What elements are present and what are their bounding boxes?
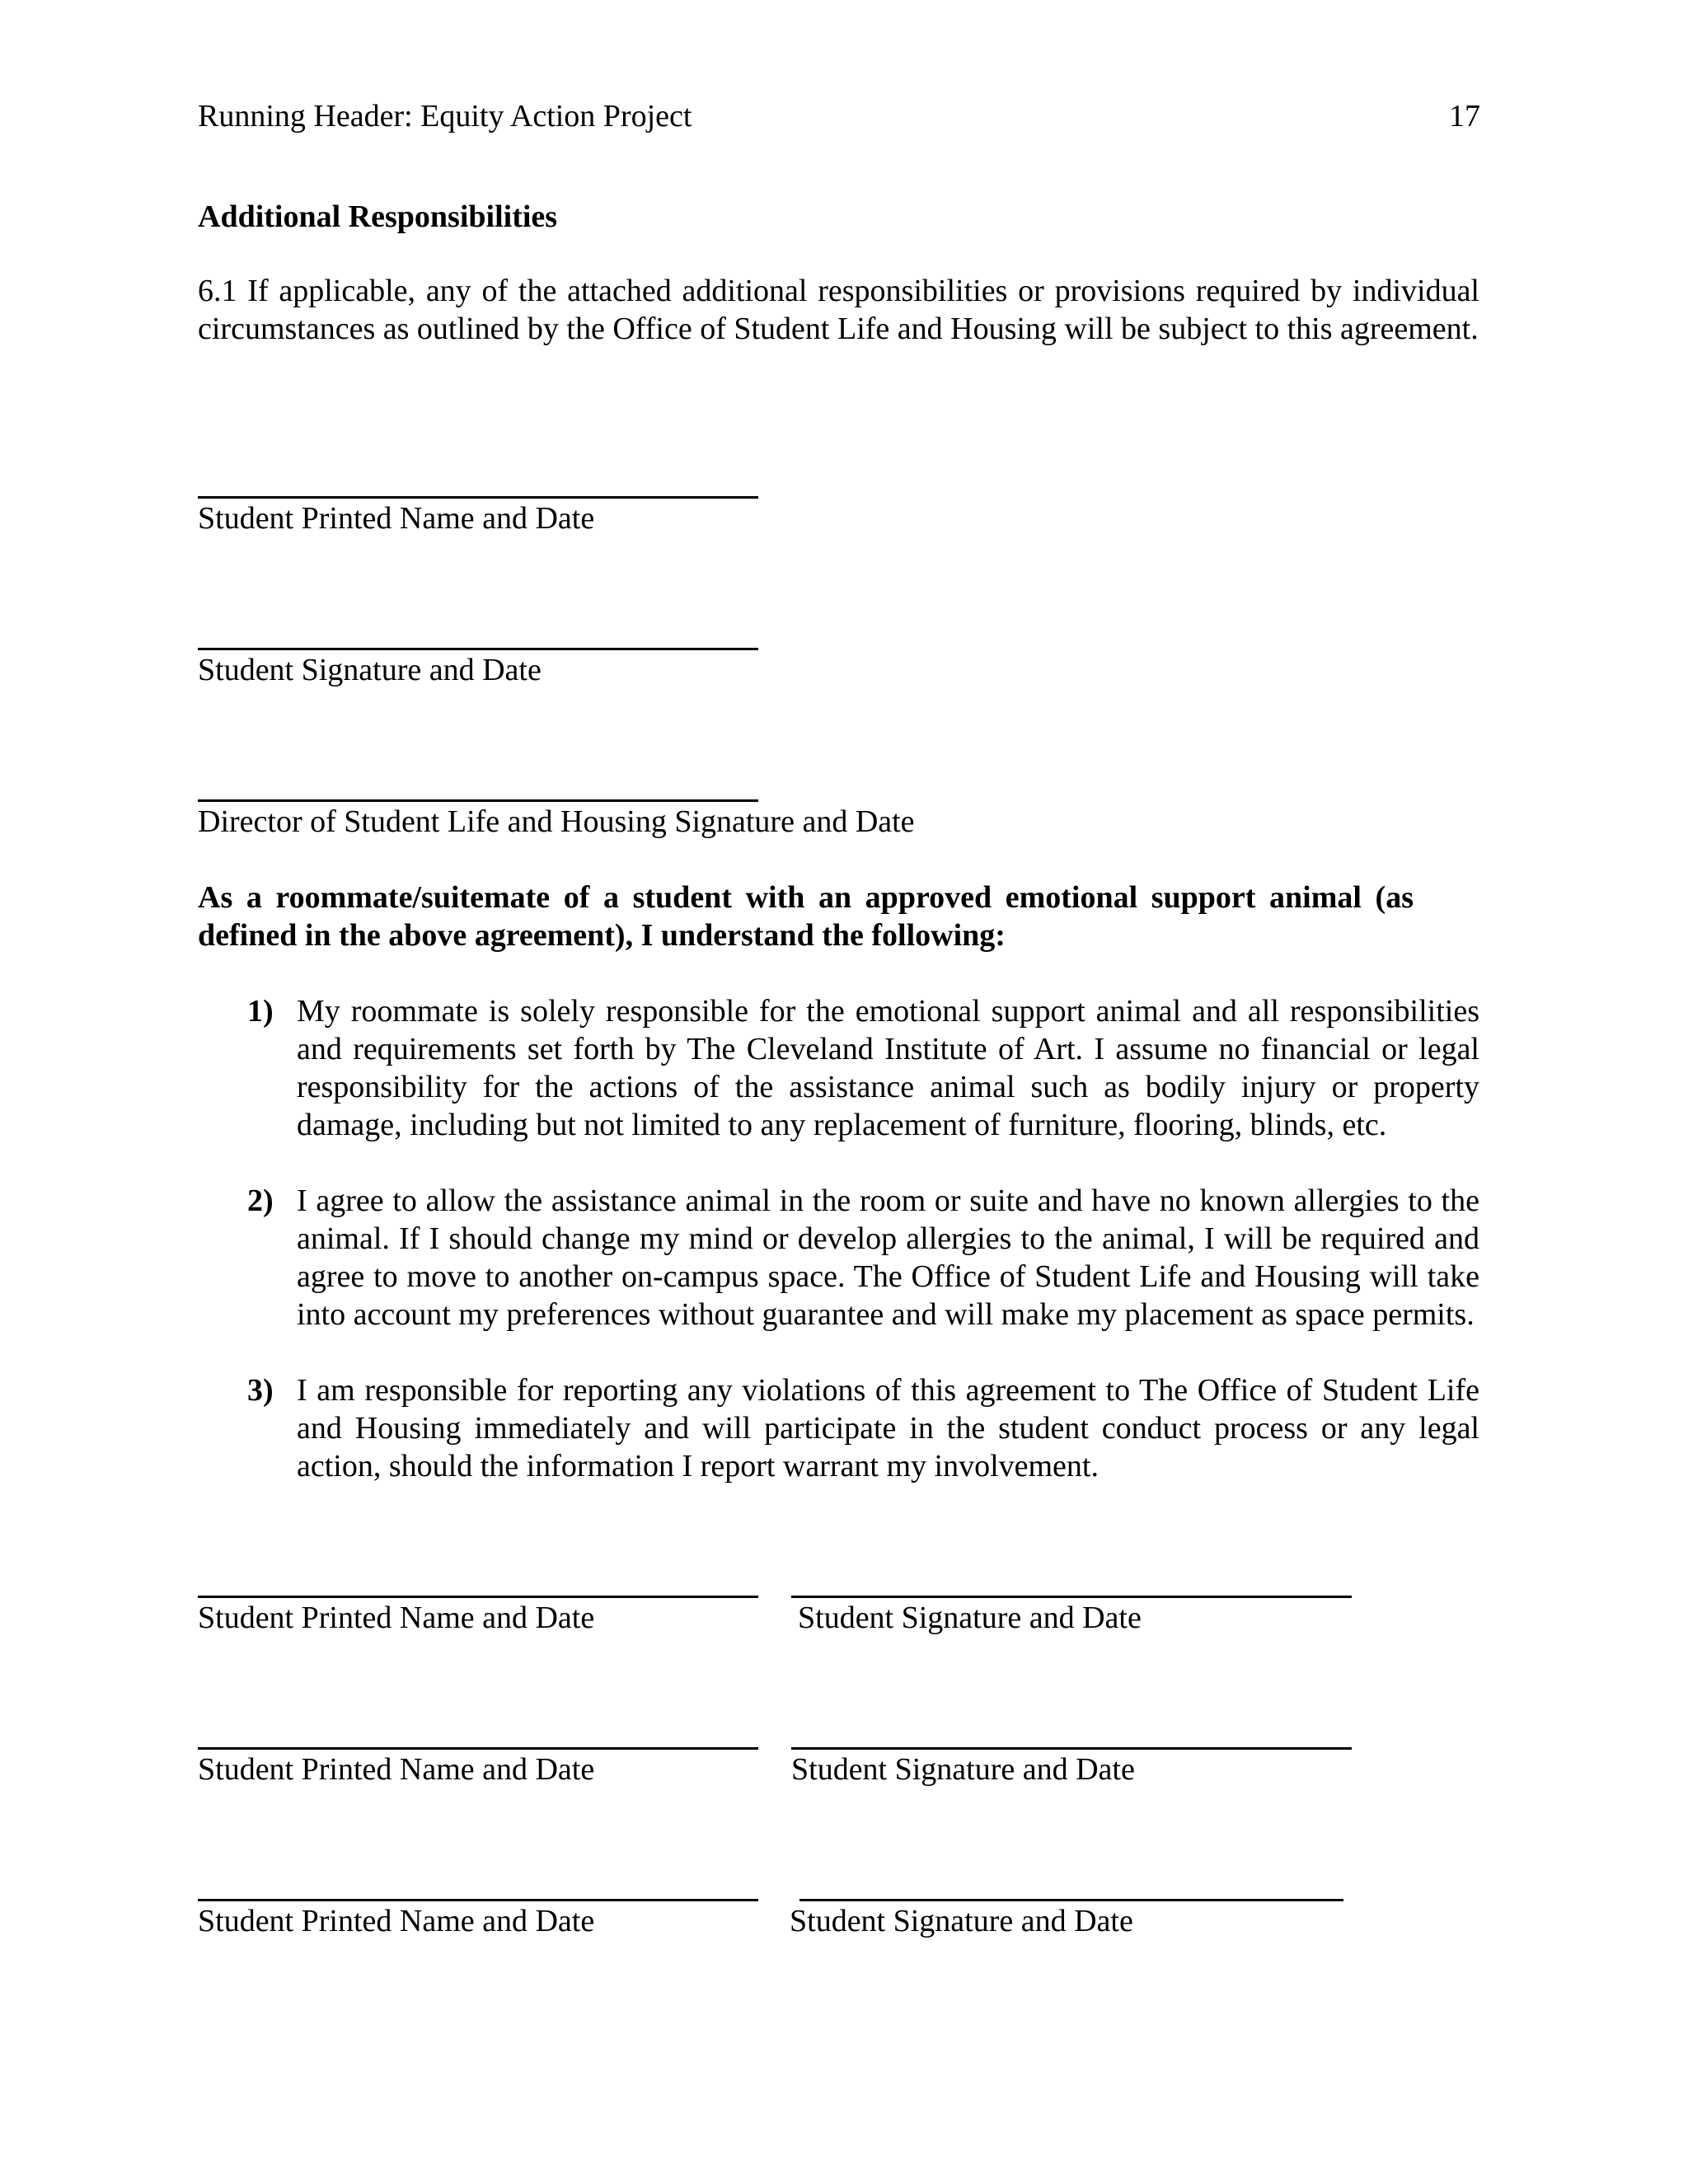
section-title: Additional Responsibilities bbox=[198, 199, 558, 234]
list-number: 3) bbox=[247, 1373, 274, 1408]
list-item-text: My roommate is solely responsible for the emotional support animal and all responsibilities and requirements set forth by The Cleveland Institute of Art. I assume no financial or legal responsibility for the actions of the assistance animal such as bodily injury or property damage, including but not limited to any replacement of furniture, flooring, blinds, etc. bbox=[297, 994, 1479, 1142]
page-number: 17 bbox=[1449, 99, 1480, 134]
list-item-text: I am responsible for reporting any violations of this agreement to The Office of Student Life and Housing immediately and will participate in the student conduct process or any legal action, should the information I report warrant my involvement. bbox=[297, 1373, 1479, 1483]
signature-line[interactable] bbox=[799, 1899, 1343, 1901]
list-number: 1) bbox=[247, 994, 274, 1029]
signature-line[interactable] bbox=[198, 1899, 758, 1901]
signature-label: Student Signature and Date bbox=[791, 1752, 1135, 1787]
running-header: Running Header: Equity Action Project bbox=[198, 99, 692, 134]
signature-line[interactable] bbox=[791, 1747, 1352, 1750]
signature-line[interactable] bbox=[791, 1596, 1352, 1598]
signature-line[interactable] bbox=[198, 1596, 758, 1598]
signature-line[interactable] bbox=[198, 496, 758, 499]
roommate-statement: As a roommate/suitemate of a student with an approved emotional support animal (as defined in the above agreement), I understand the following: bbox=[198, 880, 1414, 953]
signature-line[interactable] bbox=[198, 1747, 758, 1750]
signature-label: Student Printed Name and Date bbox=[198, 1752, 595, 1787]
signature-label: Student Printed Name and Date bbox=[198, 1601, 595, 1635]
signature-line[interactable] bbox=[198, 799, 758, 802]
signature-line[interactable] bbox=[198, 648, 758, 650]
signature-label: Student Printed Name and Date bbox=[198, 501, 595, 536]
list-number: 2) bbox=[247, 1183, 274, 1218]
signature-label: Student Signature and Date bbox=[798, 1601, 1142, 1635]
signature-label: Student Printed Name and Date bbox=[198, 1904, 595, 1938]
signature-label: Student Signature and Date bbox=[790, 1904, 1133, 1938]
list-item-text: I agree to allow the assistance animal in the room or suite and have no known allergies to the animal. If I should change my mind or develop allergies to the animal, I will be required and agree to move to another on-campus space. The Office of Student Life and Housing will take into account my preferences without guarantee and will make my placement as space permits. bbox=[297, 1183, 1479, 1332]
signature-label: Director of Student Life and Housing Signature and Date bbox=[198, 804, 915, 839]
section-paragraph: 6.1 If applicable, any of the attached additional responsibilities or provisions required by individual circumstances as outlined by the Office of Student Life and Housing will be subject to this agreement. bbox=[198, 274, 1479, 346]
signature-label: Student Signature and Date bbox=[198, 653, 542, 687]
